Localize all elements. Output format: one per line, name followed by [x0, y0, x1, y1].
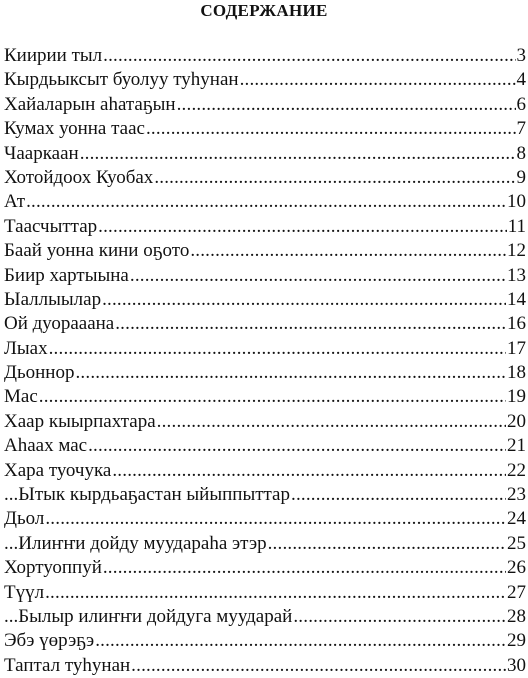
- toc-entry-title: Ой дуорааана: [4, 313, 115, 335]
- dot-leader: [115, 312, 506, 336]
- toc-entry-page-number: 12: [507, 240, 526, 262]
- toc-entry: [4, 629, 526, 653]
- toc-entry-title: Баай уонна кини оҕото: [4, 240, 190, 262]
- dot-leader: [177, 93, 516, 117]
- dot-leader: [154, 166, 515, 190]
- toc-entry: [4, 556, 526, 580]
- dot-leader: [293, 605, 506, 629]
- toc-entry: [4, 459, 526, 483]
- toc-entry-page-number: 30: [507, 654, 526, 676]
- dot-leader: [190, 239, 506, 263]
- toc-entry-page-number: 22: [507, 459, 526, 481]
- toc-entry-page-number: 17: [507, 337, 526, 359]
- toc-entry: [4, 483, 526, 507]
- toc-entry-title: ...Былыр илиҥҥи дойдуга муударай: [4, 605, 293, 627]
- dot-leader: [45, 581, 506, 605]
- toc-entry-title: Кумах уонна таас: [4, 118, 145, 140]
- dot-leader: [112, 459, 506, 483]
- dot-leader: [291, 483, 506, 507]
- toc-entry-title: Ат: [4, 191, 26, 213]
- toc-entry: [4, 654, 526, 678]
- toc-entry-title: Хотойдоох Куобах: [4, 166, 154, 188]
- dot-leader: [103, 556, 506, 580]
- dot-leader: [39, 385, 506, 409]
- page-title: СОДЕРЖАНИЕ: [200, 1, 328, 20]
- toc-entry: [4, 385, 526, 409]
- toc-entry-page-number: 7: [516, 118, 526, 140]
- toc-list: [4, 44, 526, 678]
- dot-leader: [157, 410, 506, 434]
- toc-entry: [4, 312, 526, 336]
- dot-leader: [131, 654, 506, 678]
- dot-leader: [26, 190, 506, 214]
- toc-entry-title: Хара туочука: [4, 459, 112, 481]
- toc-entry-title: Түүл: [4, 581, 45, 603]
- toc-entry-page-number: 10: [507, 191, 526, 213]
- toc-entry: [4, 605, 526, 629]
- toc-entry: [4, 434, 526, 458]
- toc-entry: [4, 337, 526, 361]
- dot-leader: [49, 337, 506, 361]
- toc-entry-title: Ыаллыылар: [4, 288, 102, 310]
- toc-entry: [4, 581, 526, 605]
- toc-entry: [4, 190, 526, 214]
- toc-entry: [4, 93, 526, 117]
- toc-entry-page-number: 16: [507, 313, 526, 335]
- toc-entry-page-number: 20: [507, 410, 526, 432]
- toc-entry-title: ...Илиҥҥи дойду муудараһа этэр: [4, 532, 267, 554]
- toc-entry-page-number: 8: [516, 142, 526, 164]
- toc-entry-page-number: 19: [507, 386, 526, 408]
- dot-leader: [146, 117, 516, 141]
- toc-entry: [4, 288, 526, 312]
- dot-leader: [88, 434, 506, 458]
- toc-entry-page-number: 26: [507, 557, 526, 579]
- toc-entry-title: Таасчыттар: [4, 215, 98, 237]
- toc-entry-title: Лыах: [4, 337, 48, 359]
- toc-entry: [4, 142, 526, 166]
- toc-entry-title: Эбэ үөрэҕэ: [4, 630, 95, 652]
- toc-entry-page-number: 13: [507, 264, 526, 286]
- dot-leader: [240, 68, 516, 92]
- toc-entry-title: Биир хартыына: [4, 264, 129, 286]
- toc-entry-page-number: 3: [516, 45, 526, 66]
- toc-entry-page-number: 24: [507, 508, 526, 530]
- toc-entry-page-number: 14: [507, 288, 526, 310]
- toc-entry-title: Чааркаан: [4, 142, 79, 164]
- toc-entry-title: Таптал туһунан: [4, 654, 131, 676]
- toc-entry-title: Хайаларын аһатаҕын: [4, 93, 176, 115]
- toc-entry-page-number: 11: [507, 215, 526, 237]
- toc-entry-title: ...Ытык кырдьаҕастан ыйыппыттар: [4, 484, 290, 506]
- toc-entry: [4, 507, 526, 531]
- toc-entry: [4, 361, 526, 385]
- toc-entry: [4, 410, 526, 434]
- toc-entry-title: Кырдьыксыт буолуу туһунан: [4, 69, 239, 91]
- dot-leader: [95, 629, 506, 653]
- toc-entry-title: Дьоннор: [4, 362, 75, 384]
- dot-leader: [268, 532, 506, 556]
- toc-entry: [4, 215, 526, 239]
- toc-entry: [4, 532, 526, 556]
- dot-leader: [75, 361, 506, 385]
- toc-entry-title: Дьол: [4, 508, 45, 530]
- dot-leader: [130, 264, 506, 288]
- toc-entry: [4, 264, 526, 288]
- toc-entry-page-number: 25: [507, 532, 526, 554]
- toc-entry-page-number: 23: [507, 484, 526, 506]
- toc-entry-page-number: 6: [516, 93, 526, 115]
- dot-leader: [98, 215, 507, 239]
- dot-leader: [103, 44, 515, 68]
- toc-entry-page-number: 27: [507, 581, 526, 603]
- toc-entry-page-number: 9: [516, 166, 526, 188]
- toc-entry-title: Аһаах мас: [4, 435, 88, 457]
- toc-entry-page-number: 29: [507, 630, 526, 652]
- dot-leader: [80, 142, 516, 166]
- toc-entry-title: Киирии тыл: [4, 45, 103, 66]
- toc-entry: [4, 117, 526, 141]
- toc-entry: [4, 166, 526, 190]
- dot-leader: [45, 507, 506, 531]
- toc-entry-page-number: 18: [507, 362, 526, 384]
- toc-entry-title: Мас: [4, 386, 38, 408]
- toc-entry-title: Хортуоппуй: [4, 557, 102, 579]
- toc-entry-page-number: 21: [507, 435, 526, 457]
- toc-entry-page-number: 4: [516, 69, 526, 91]
- toc-entry-page-number: 28: [507, 605, 526, 627]
- toc-entry: [4, 44, 526, 68]
- toc-entry: [4, 239, 526, 263]
- dot-leader: [102, 288, 506, 312]
- toc-entry: [4, 68, 526, 92]
- toc-entry-title: Хаар кыырпахтара: [4, 410, 156, 432]
